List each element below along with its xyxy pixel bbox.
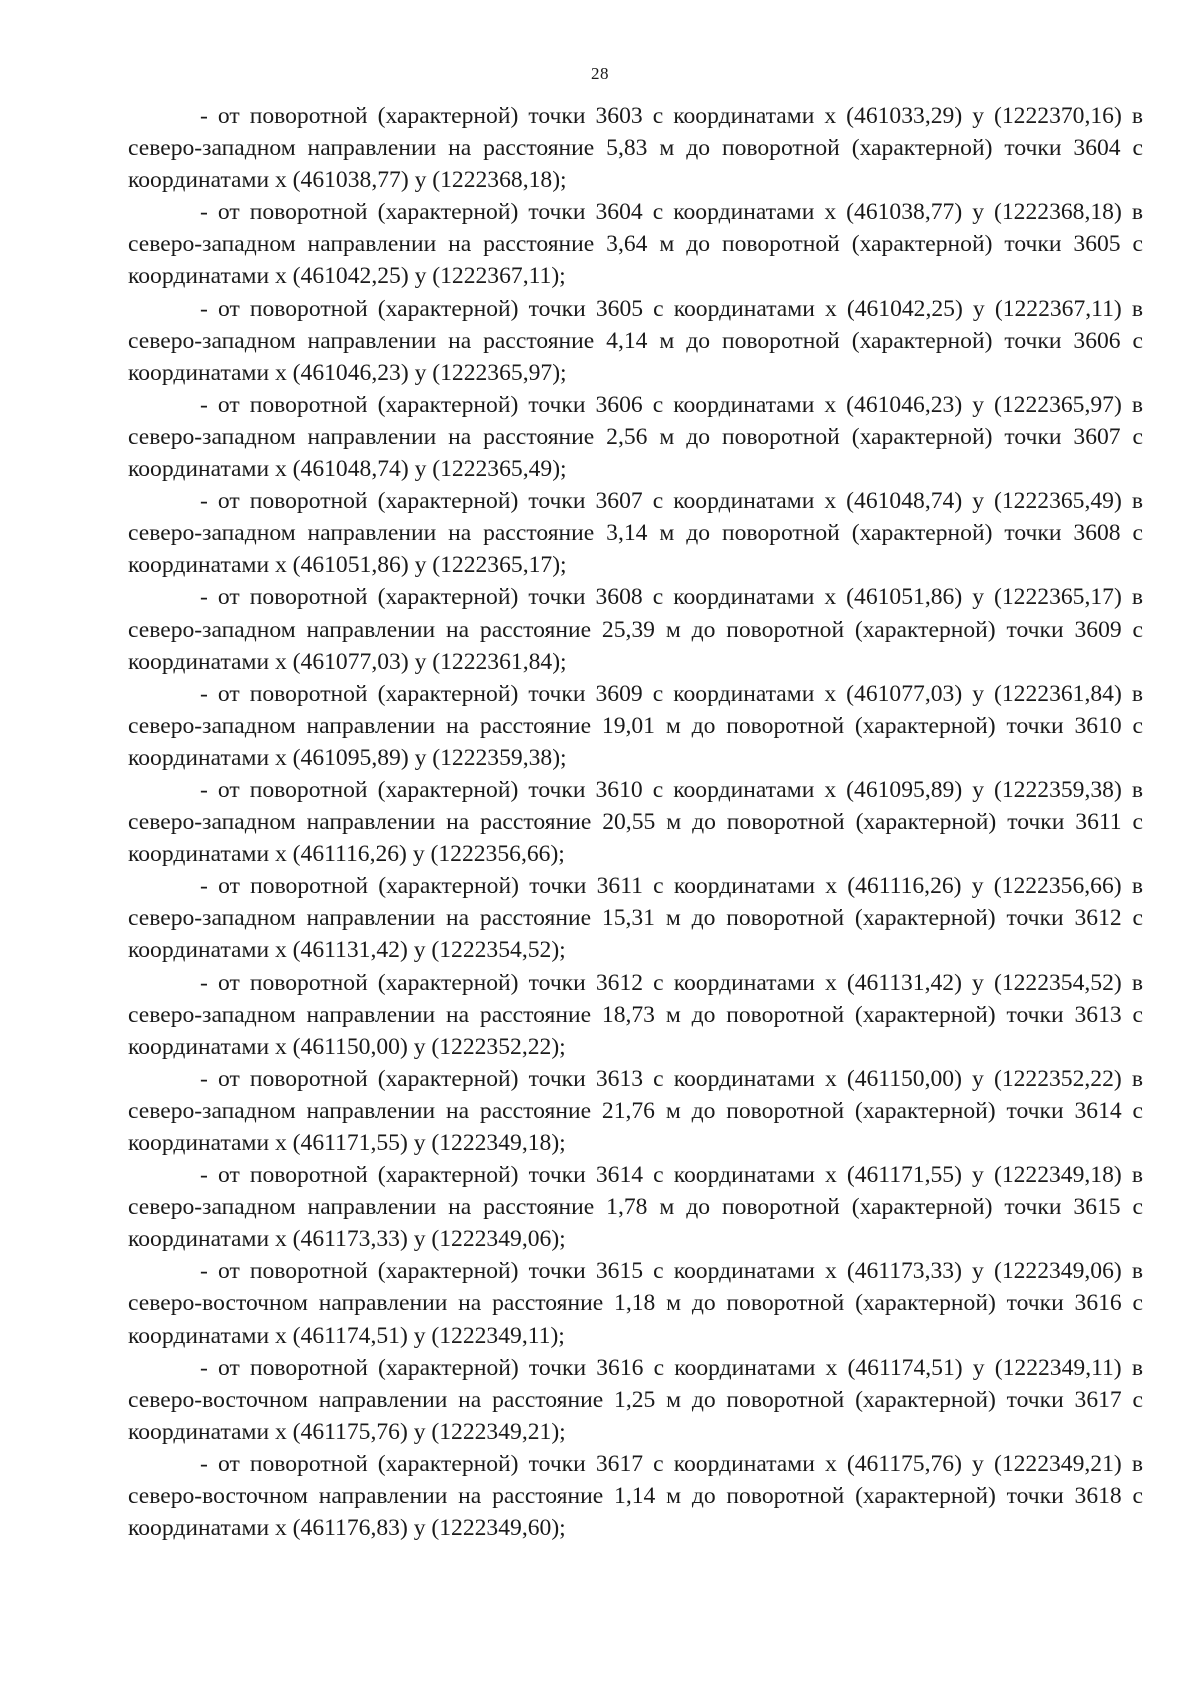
boundary-paragraph: - от поворотной (характерной) точки 3613 с координатами х (461150,00) у (1222352,22) в северо-западном направлении на расстояние 21,76 м до поворотной (характерной) точки 3614 с координатами х (461171,55) у (1222349,18); [128, 1065, 1143, 1156]
boundary-paragraph: - от поворотной (характерной) точки 3612 с координатами х (461131,42) у (1222354,52) в северо-западном направлении на расстояние 18,73 м до поворотной (характерной) точки 3613 с координатами х (461150,00) у (1222352,22); [128, 969, 1143, 1060]
document-body [128, 100, 1143, 1544]
boundary-paragraph: - от поворотной (характерной) точки 3604 с координатами х (461038,77) у (1222368,18) в северо-западном направлении на расстояние 3,64 м до поворотной (характерной) точки 3605 с координатами х (461042,25) у (1222367,11); [128, 199, 1143, 290]
boundary-paragraph: - от поворотной (характерной) точки 3611 с координатами х (461116,26) у (1222356,66) в северо-западном направлении на расстояние 15,31 м до поворотной (характерной) точки 3612 с координатами х (461131,42) у (1222354,52); [128, 873, 1143, 964]
boundary-paragraph: - от поворотной (характерной) точки 3610 с координатами х (461095,89) у (1222359,38) в северо-западном направлении на расстояние 20,55 м до поворотной (характерной) точки 3611 с координатами х (461116,26) у (1222356,66); [128, 776, 1143, 868]
boundary-paragraph: - от поворотной (характерной) точки 3615 с координатами х (461173,33) у (1222349,06) в северо-восточном направлении на расстояние 1,18 м до поворотной (характерной) точки 3616 с координатами х (461174,51) у (1222349,11); [128, 1258, 1143, 1349]
boundary-paragraph: - от поворотной (характерной) точки 3614 с координатами х (461171,55) у (1222349,18) в северо-западном направлении на расстояние 1,78 м до поворотной (характерной) точки 3615 с координатами х (461173,33) у (1222349,06); [128, 1162, 1143, 1253]
boundary-paragraph: - от поворотной (характерной) точки 3617 с координатами х (461175,76) у (1222349,21) в северо-восточном направлении на расстояние 1,14 м до поворотной (характерной) точки 3618 с координатами х (461176,83) у (1222349,60); [128, 1450, 1143, 1542]
boundary-paragraph: - от поворотной (характерной) точки 3609 с координатами х (461077,03) у (1222361,84) в северо-западном направлении на расстояние 19,01 м до поворотной (характерной) точки 3610 с координатами х (461095,89) у (1222359,38); [128, 680, 1143, 771]
boundary-paragraph: - от поворотной (характерной) точки 3605 с координатами х (461042,25) у (1222367,11) в северо-западном направлении на расстояние 4,14 м до поворотной (характерной) точки 3606 с координатами х (461046,23) у (1222365,97); [128, 295, 1143, 386]
boundary-paragraph: - от поворотной (характерной) точки 3616 с координатами х (461174,51) у (1222349,11) в северо-восточном направлении на расстояние 1,25 м до поворотной (характерной) точки 3617 с координатами х (461175,76) у (1222349,21); [128, 1354, 1143, 1445]
boundary-paragraph: - от поворотной (характерной) точки 3607 с координатами х (461048,74) у (1222365,49) в северо-западном направлении на расстояние 3,14 м до поворотной (характерной) точки 3608 с координатами х (461051,86) у (1222365,17); [128, 488, 1143, 579]
page-number: 28 [591, 64, 609, 83]
boundary-paragraph: - от поворотной (характерной) точки 3606 с координатами х (461046,23) у (1222365,97) в северо-западном направлении на расстояние 2,56 м до поворотной (характерной) точки 3607 с координатами х (461048,74) у (1222365,49); [128, 391, 1143, 483]
boundary-paragraph: - от поворотной (характерной) точки 3603 с координатами х (461033,29) у (1222370,16) в северо-западном направлении на расстояние 5,83 м до поворотной (характерной) точки 3604 с координатами х (461038,77) у (1222368,18); [128, 103, 1143, 194]
boundary-paragraph: - от поворотной (характерной) точки 3608 с координатами х (461051,86) у (1222365,17) в северо-западном направлении на расстояние 25,39 м до поворотной (характерной) точки 3609 с координатами х (461077,03) у (1222361,84); [128, 584, 1143, 675]
